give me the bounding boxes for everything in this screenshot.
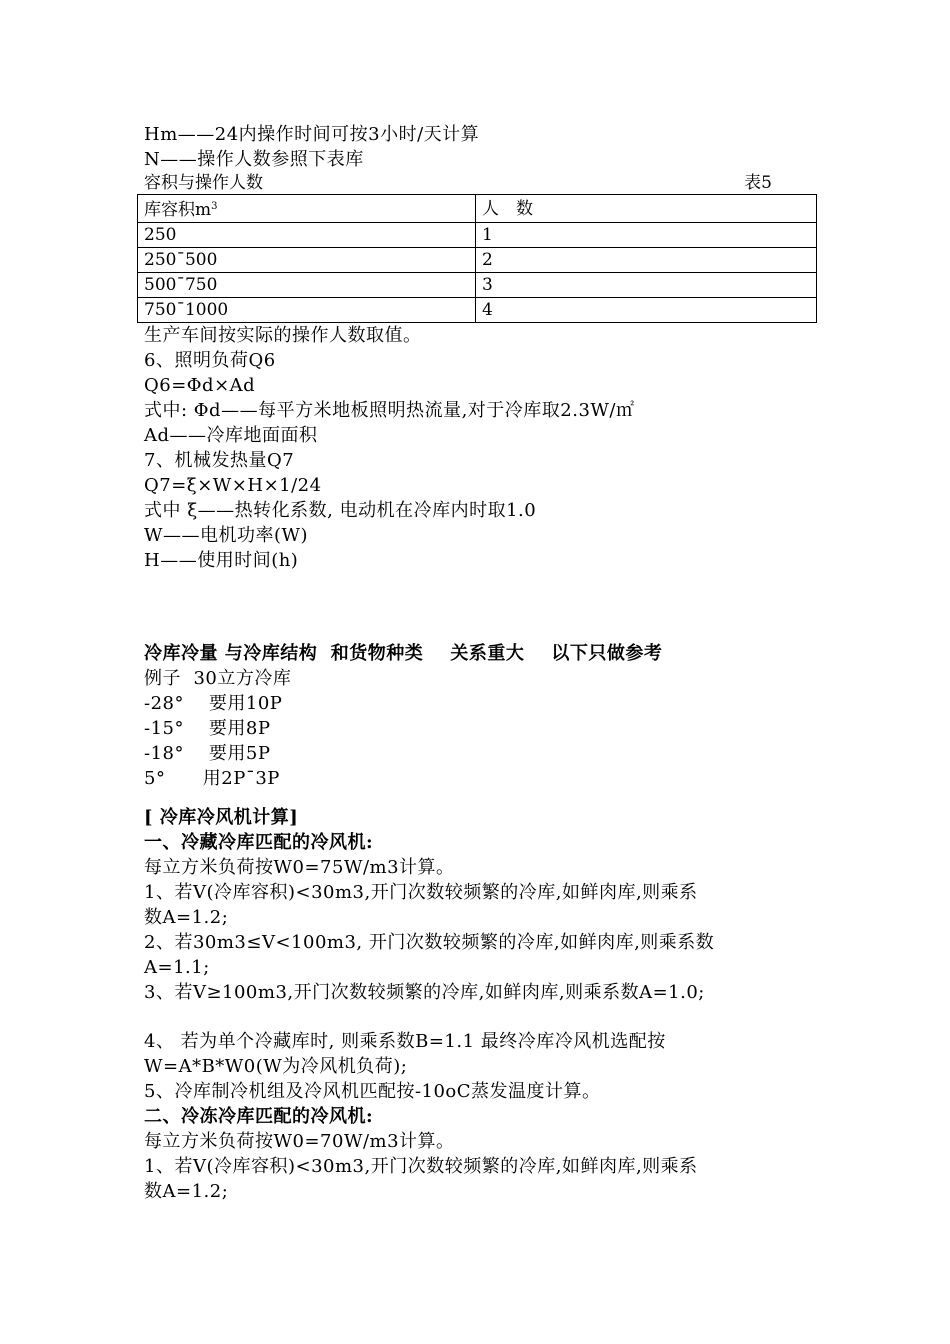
example-line: -18° 要用5P [144, 743, 271, 764]
table-row [138, 248, 817, 273]
example-line: -28° 要用10P [144, 693, 283, 714]
text-line: 2、若30m3≤V<100m3, 开门次数较频繁的冷库,如鲜肉库,则乘系数 [144, 932, 715, 953]
table-cell: 2 [476, 248, 817, 273]
text-line: 每立方米负荷按W0=70W/m3计算。 [144, 1131, 455, 1152]
n-line: N——操作人数参照下表库 [144, 149, 364, 170]
table-caption-number: 表5 [744, 173, 772, 193]
text-line: W=A*B*W0(W为冷风机负荷); [144, 1056, 408, 1077]
text-line: 7、机械发热量Q7 [144, 450, 295, 471]
spacer [144, 1005, 824, 1029]
text-line: W——电机功率(W) [144, 525, 309, 546]
spacer [144, 573, 824, 641]
document-page [144, 122, 824, 1204]
text-line: Q6=Φd×Ad [144, 375, 256, 396]
text-line: 3、若V≥100m3,开门次数较频繁的冷库,如鲜肉库,则乘系数A=1.0; [144, 982, 705, 1003]
calc-heading: [ 冷库冷风机计算] [144, 807, 299, 828]
table-cell: 3 [476, 273, 817, 298]
text-line: Ad——冷库地面面积 [144, 425, 318, 446]
example-line: -15° 要用8P [144, 718, 271, 739]
table-cell: 500¯750 [138, 273, 476, 298]
spacer [144, 791, 824, 805]
reference-heading: 冷库冷量 与冷库结构 和货物种类 关系重大 以下只做参考 [144, 643, 663, 664]
table-row [138, 273, 817, 298]
text-line: 1、若V(冷库容积)<30m3,开门次数较频繁的冷库,如鲜肉库,则乘系 [144, 1156, 698, 1177]
header-people: 人 数 [476, 195, 817, 223]
hm-line: Hm——24内操作时间可按3小时/天计算 [144, 124, 480, 145]
text-line: 5、冷库制冷机组及冷风机匹配按-10oC蒸发温度计算。 [144, 1081, 601, 1102]
section2-heading: 二、冷冻冷库匹配的冷风机: [144, 1106, 374, 1127]
text-line: A=1.1; [144, 957, 210, 978]
table-cell: 250 [138, 223, 476, 248]
table-cell: 1 [476, 223, 817, 248]
text-line: 1、若V(冷库容积)<30m3,开门次数较频繁的冷库,如鲜肉库,则乘系 [144, 882, 698, 903]
table-cell: 250¯500 [138, 248, 476, 273]
text-line: 4、 若为单个冷藏库时, 则乘系数B=1.1 最终冷库冷风机选配按 [144, 1031, 666, 1052]
text-line: H——使用时间(h) [144, 550, 299, 571]
text-line: Q7=ξ×W×H×1/24 [144, 475, 322, 496]
table-row [138, 223, 817, 248]
text-line: 式中: Φd——每平方米地板照明热流量,对于冷库取2.3W/㎡ [144, 400, 635, 421]
example-line: 5° 用2P¯3P [144, 768, 280, 789]
text-line: 6、照明负荷Q6 [144, 350, 276, 371]
text-line: 式中 ξ——热转化系数, 电动机在冷库内时取1.0 [144, 500, 537, 521]
cubic-superscript: 3 [211, 201, 218, 212]
table-caption-title: 容积与操作人数 [144, 173, 263, 193]
text-line: 数A=1.2; [144, 1181, 229, 1202]
table-cell: 4 [476, 298, 817, 323]
text-line: 每立方米负荷按W0=75W/m3计算。 [144, 857, 455, 878]
section1-heading: 一、冷藏冷库匹配的冷风机: [144, 832, 374, 853]
table-cell: 750¯1000 [138, 298, 476, 323]
text-line: 生产车间按实际的操作人数取值。 [144, 325, 422, 346]
text-line: 数A=1.2; [144, 907, 229, 928]
table-caption [144, 172, 772, 194]
table-row [138, 298, 817, 323]
header-capacity: 库容积$m^3$ [138, 195, 476, 223]
capacity-staff-table [137, 194, 817, 323]
table-header-row [138, 195, 817, 223]
example-line: 例子 30立方冷库 [144, 668, 292, 689]
